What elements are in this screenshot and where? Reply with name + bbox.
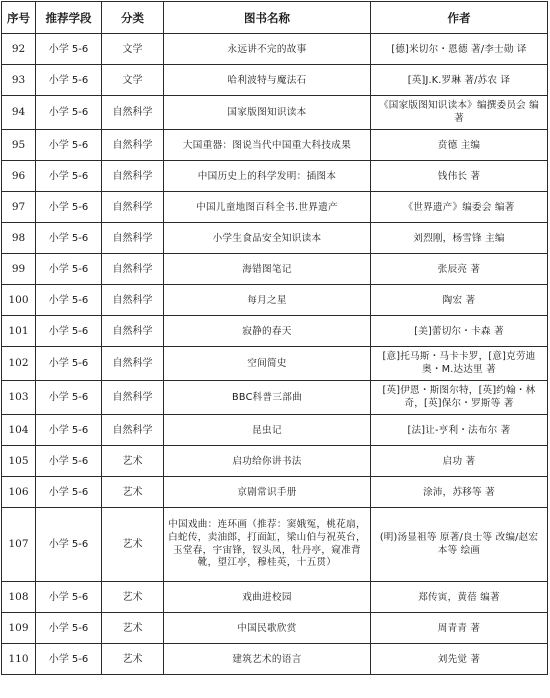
cell-category: 自然科学 <box>102 254 164 285</box>
cell-title: 空间简史 <box>164 347 371 381</box>
cell-no: 104 <box>2 415 36 446</box>
cell-title: 小学生食品安全知识读本 <box>164 223 371 254</box>
cell-no: 96 <box>2 161 36 192</box>
table-body <box>2 34 548 675</box>
cell-stage: 小学 5-6 <box>36 192 102 223</box>
cell-category: 艺术 <box>102 582 164 613</box>
cell-stage: 小学 5-6 <box>36 644 102 675</box>
cell-title: 国家版图知识读本 <box>164 96 371 130</box>
cell-no: 107 <box>2 508 36 582</box>
table-row <box>2 446 548 477</box>
cell-author: [德]米切尔・恩德 著/李士勋 译 <box>371 34 548 65</box>
cell-title: 中国戏曲：连环画（推荐：窦娥冤，桃花扇，白蛇传，卖油郎，打面缸，梁山伯与祝英台，玉堂春，宇宙锋，钗头凤，牡丹亭，窥准背靴，望江亭，穆桂英，十五贯） <box>164 508 371 582</box>
table-row <box>2 415 548 446</box>
table-row <box>2 223 548 254</box>
cell-category: 艺术 <box>102 644 164 675</box>
cell-author: (明)汤显祖等 原著/良士等 改编/赵宏本等 绘画 <box>371 508 548 582</box>
cell-no: 109 <box>2 613 36 644</box>
cell-author: [法]让-亨利・法布尔 著 <box>371 415 548 446</box>
cell-no: 108 <box>2 582 36 613</box>
table-row <box>2 644 548 675</box>
cell-title: 寂静的春天 <box>164 316 371 347</box>
table-row <box>2 347 548 381</box>
cell-category: 文学 <box>102 65 164 96</box>
table-row <box>2 613 548 644</box>
cell-category: 自然科学 <box>102 415 164 446</box>
cell-author: [英]J.K.罗琳 著/苏农 译 <box>371 65 548 96</box>
cell-title: 永远讲不完的故事 <box>164 34 371 65</box>
table-row <box>2 130 548 161</box>
cell-category: 艺术 <box>102 613 164 644</box>
cell-stage: 小学 5-6 <box>36 254 102 285</box>
table-row <box>2 65 548 96</box>
cell-author: 贲德 主编 <box>371 130 548 161</box>
cell-category: 自然科学 <box>102 316 164 347</box>
cell-stage: 小学 5-6 <box>36 161 102 192</box>
cell-author: 郑传寅，黄蓓 编著 <box>371 582 548 613</box>
cell-title: 建筑艺术的语言 <box>164 644 371 675</box>
cell-stage: 小学 5-6 <box>36 415 102 446</box>
cell-author: 《国家版图知识读本》编撰委员会 编著 <box>371 96 548 130</box>
table-row <box>2 381 548 415</box>
cell-stage: 小学 5-6 <box>36 223 102 254</box>
cell-no: 110 <box>2 644 36 675</box>
cell-stage: 小学 5-6 <box>36 65 102 96</box>
cell-no: 99 <box>2 254 36 285</box>
cell-stage: 小学 5-6 <box>36 96 102 130</box>
cell-stage: 小学 5-6 <box>36 446 102 477</box>
cell-author: 启功 著 <box>371 446 548 477</box>
cell-title: BBC科普三部曲 <box>164 381 371 415</box>
cell-author: 涂沛，苏移等 著 <box>371 477 548 508</box>
column-header-category: 分类 <box>102 2 164 34</box>
cell-category: 自然科学 <box>102 161 164 192</box>
cell-no: 92 <box>2 34 36 65</box>
column-header-title: 图书名称 <box>164 2 371 34</box>
cell-stage: 小学 5-6 <box>36 381 102 415</box>
cell-author: [美]蕾切尔・卡森 著 <box>371 316 548 347</box>
cell-stage: 小学 5-6 <box>36 347 102 381</box>
cell-title: 京剧常识手册 <box>164 477 371 508</box>
cell-title: 每月之星 <box>164 285 371 316</box>
cell-no: 94 <box>2 96 36 130</box>
cell-stage: 小学 5-6 <box>36 316 102 347</box>
cell-author: 刘烈刚，杨雪锋 主编 <box>371 223 548 254</box>
cell-category: 艺术 <box>102 446 164 477</box>
cell-no: 102 <box>2 347 36 381</box>
table-row <box>2 254 548 285</box>
table-row <box>2 161 548 192</box>
cell-title: 昆虫记 <box>164 415 371 446</box>
cell-no: 100 <box>2 285 36 316</box>
cell-author: 刘先觉 著 <box>371 644 548 675</box>
cell-no: 103 <box>2 381 36 415</box>
cell-category: 自然科学 <box>102 381 164 415</box>
table-row <box>2 285 548 316</box>
cell-no: 105 <box>2 446 36 477</box>
cell-no: 97 <box>2 192 36 223</box>
table-row <box>2 34 548 65</box>
table-row <box>2 96 548 130</box>
cell-category: 自然科学 <box>102 130 164 161</box>
cell-stage: 小学 5-6 <box>36 34 102 65</box>
cell-category: 文学 <box>102 34 164 65</box>
cell-title: 中国民歌欣赏 <box>164 613 371 644</box>
column-header-no: 序号 <box>2 2 36 34</box>
cell-no: 93 <box>2 65 36 96</box>
cell-stage: 小学 5-6 <box>36 582 102 613</box>
cell-title: 大国重器：图说当代中国重大科技成果 <box>164 130 371 161</box>
cell-author: [英]伊恩・斯图尔特，[英]约翰・林奇，[英]保尔・罗斯等 著 <box>371 381 548 415</box>
table-row <box>2 582 548 613</box>
cell-title: 戏曲进校园 <box>164 582 371 613</box>
cell-stage: 小学 5-6 <box>36 477 102 508</box>
cell-category: 自然科学 <box>102 347 164 381</box>
cell-author: 《世界遗产》编委会 编著 <box>371 192 548 223</box>
cell-title: 中国儿童地图百科全书.世界遗产 <box>164 192 371 223</box>
cell-category: 自然科学 <box>102 223 164 254</box>
cell-no: 101 <box>2 316 36 347</box>
table-header-row <box>2 2 548 34</box>
cell-category: 自然科学 <box>102 192 164 223</box>
table-row <box>2 477 548 508</box>
cell-category: 艺术 <box>102 477 164 508</box>
cell-stage: 小学 5-6 <box>36 130 102 161</box>
cell-stage: 小学 5-6 <box>36 508 102 582</box>
cell-no: 106 <box>2 477 36 508</box>
cell-author: 钱伟长 著 <box>371 161 548 192</box>
cell-stage: 小学 5-6 <box>36 285 102 316</box>
book-list-table <box>1 1 548 675</box>
cell-author: 张辰亮 著 <box>371 254 548 285</box>
cell-title: 海错图笔记 <box>164 254 371 285</box>
table-row <box>2 508 548 582</box>
table-row <box>2 316 548 347</box>
cell-author: 周青青 著 <box>371 613 548 644</box>
cell-title: 启功给你讲书法 <box>164 446 371 477</box>
cell-stage: 小学 5-6 <box>36 613 102 644</box>
column-header-stage: 推荐学段 <box>36 2 102 34</box>
cell-no: 98 <box>2 223 36 254</box>
cell-author: 陶宏 著 <box>371 285 548 316</box>
column-header-author: 作者 <box>371 2 548 34</box>
cell-category: 自然科学 <box>102 96 164 130</box>
cell-no: 95 <box>2 130 36 161</box>
cell-category: 自然科学 <box>102 285 164 316</box>
cell-title: 中国历史上的科学发明：插图本 <box>164 161 371 192</box>
cell-title: 哈利波特与魔法石 <box>164 65 371 96</box>
cell-author: [意]托马斯・马卡卡罗，[意]克劳迪奥・M.达达里 著 <box>371 347 548 381</box>
cell-category: 艺术 <box>102 508 164 582</box>
table-row <box>2 192 548 223</box>
